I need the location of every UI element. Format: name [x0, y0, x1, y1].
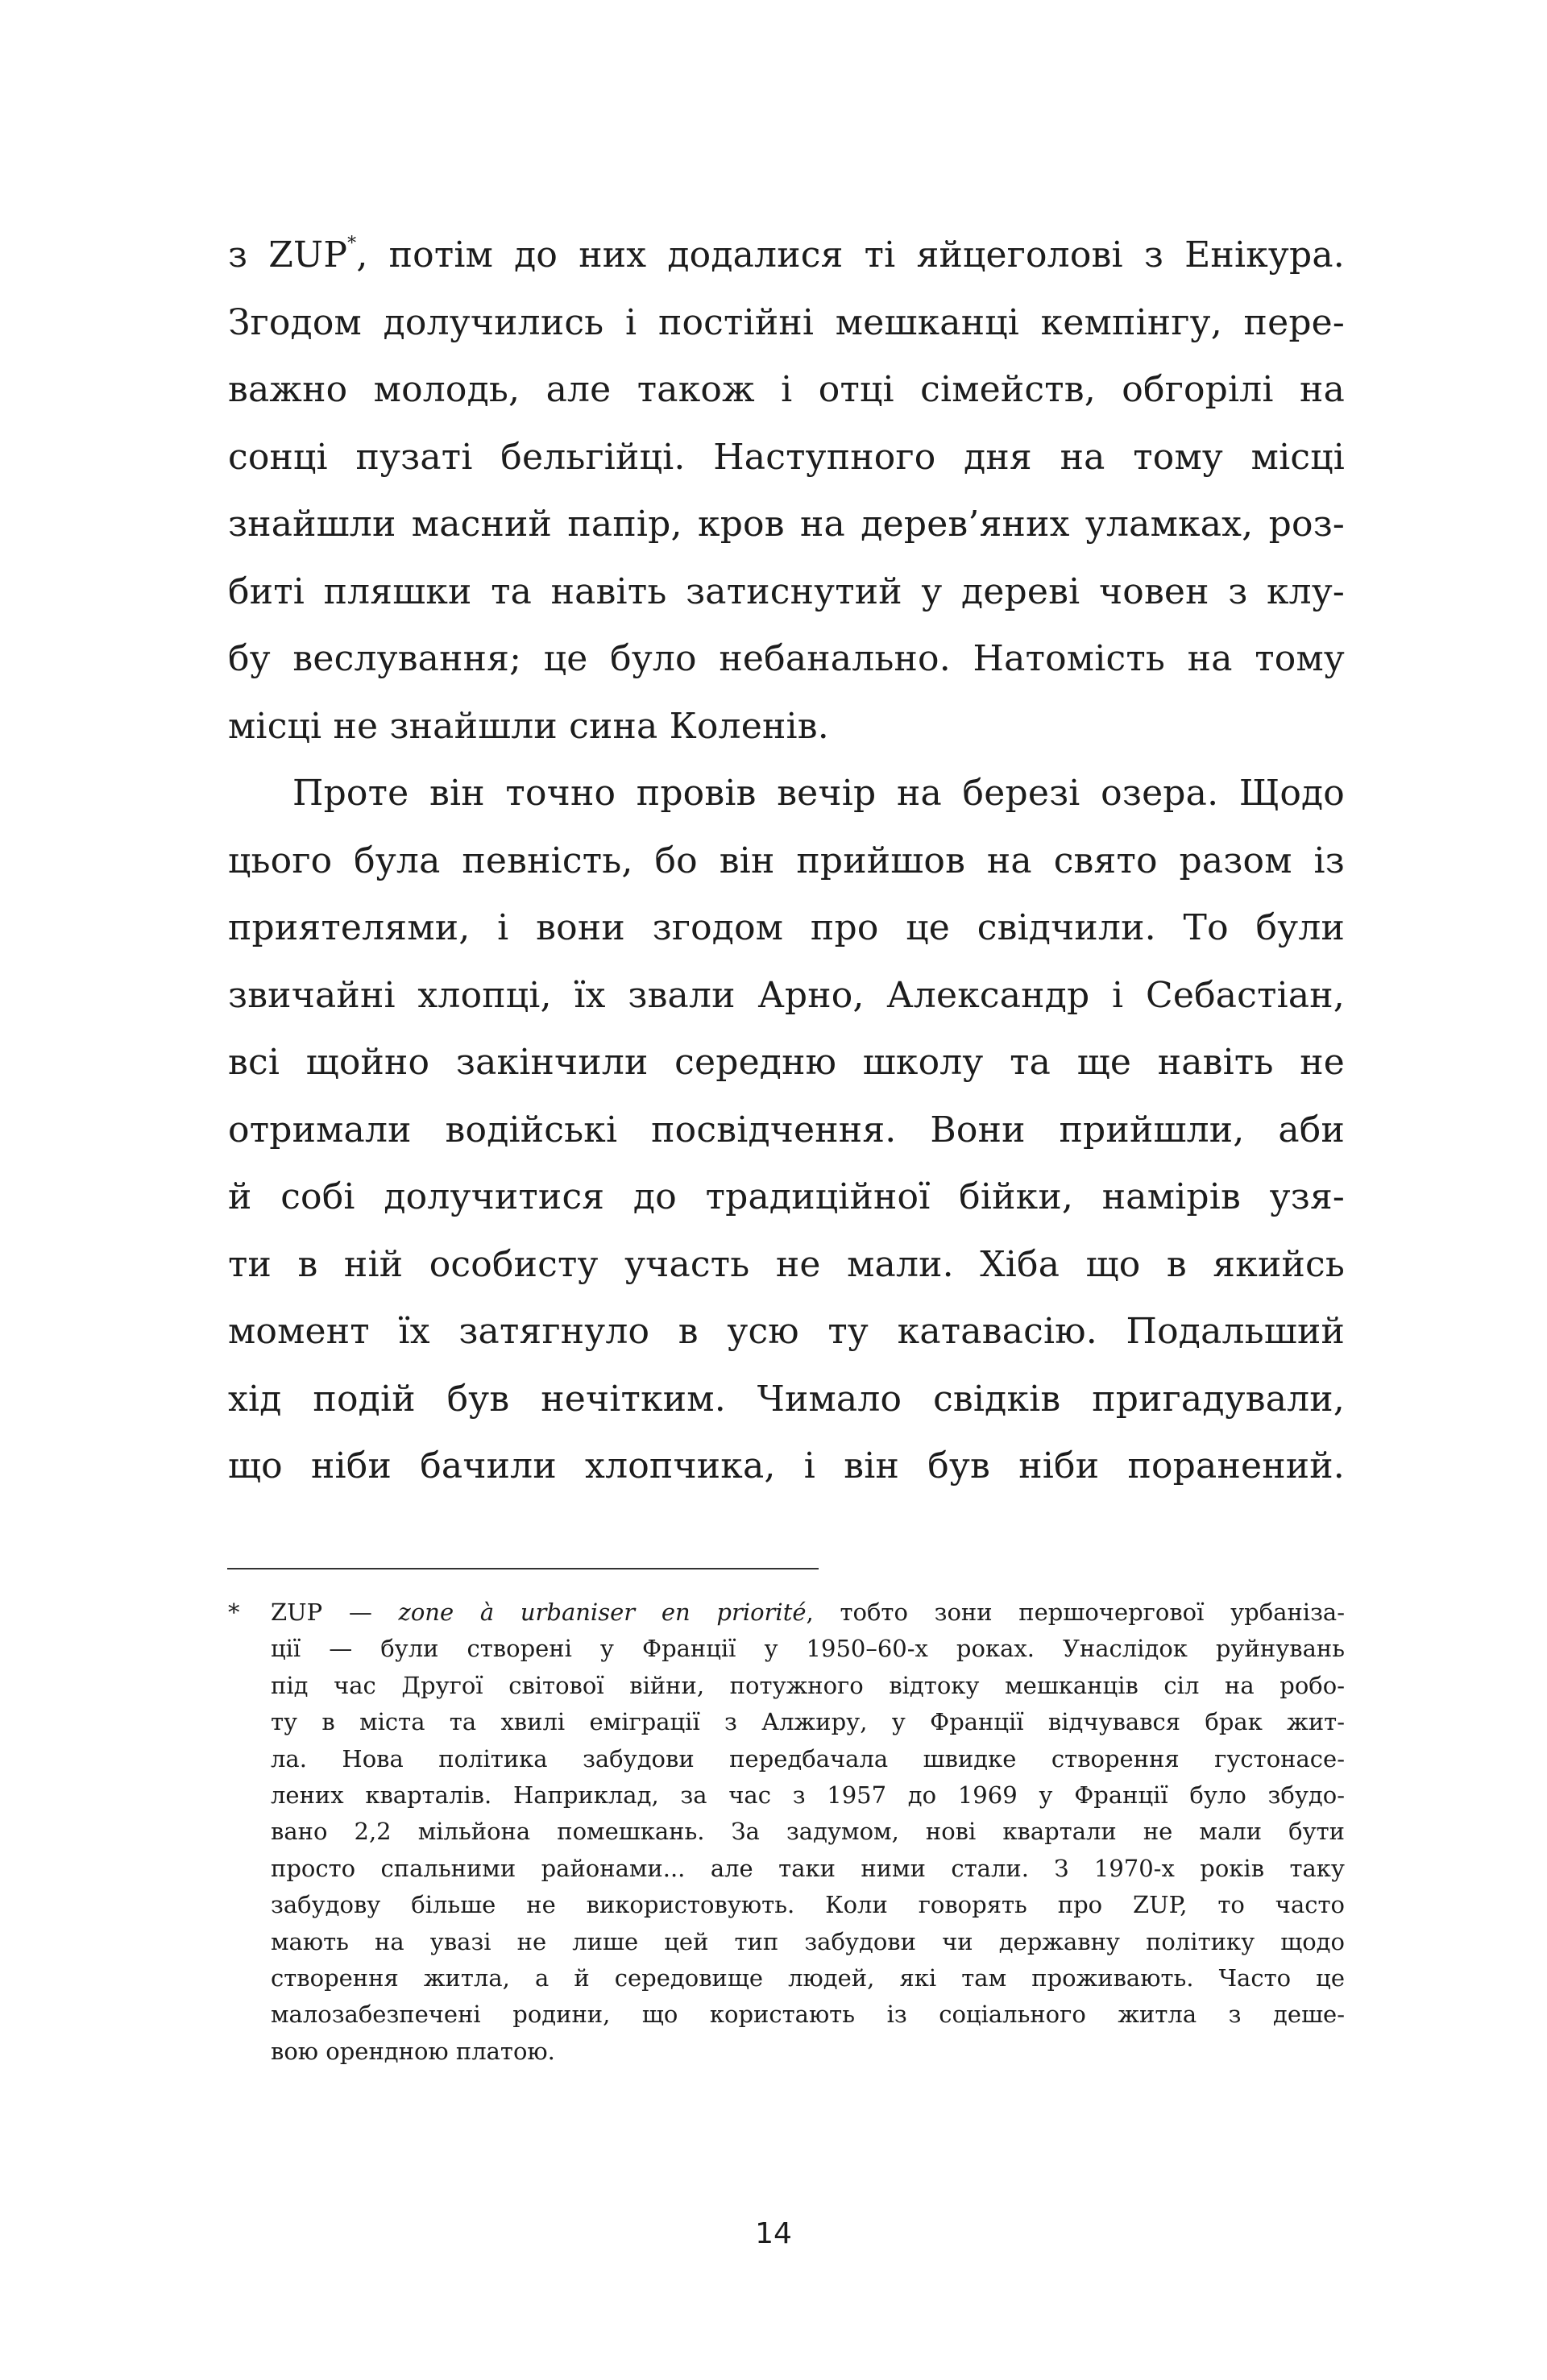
paragraph [228, 222, 1345, 760]
main-text [228, 222, 1345, 1500]
footnote-line: малозабезпечені родини, що користають із соціального житла з деше- [271, 2001, 1345, 2029]
text-line: момент їх затягнуло в усю ту катавасію. Подальший [228, 1311, 1345, 1352]
footnote-line: ZUP — zone à urbaniser en priorité, тобто зони першочергової урбаніза- [271, 1598, 1345, 1626]
text-line: знайшли масний папір, кров на дерев’яних уламках, роз- [228, 504, 1345, 545]
italic-term: zone à urbaniser en priorité [398, 1598, 807, 1626]
footnote-line: ла. Нова політика забудови передбачала швидке створення густонасе- [271, 1744, 1345, 1773]
text-line: Згодом долучились і постійні мешканці кемпінгу, пере- [228, 301, 1345, 343]
footnote [228, 1594, 1345, 2070]
text-line: звичайні хлопці, їх звали Арно, Александр і Себастіан, [228, 974, 1345, 1016]
footnote-reference[interactable]: * [347, 234, 357, 254]
text-line: хід подій був нечітким. Чимало свідків пригадували, [228, 1378, 1345, 1420]
text-line: бу веслування; це було небанально. Натомість на тому [228, 638, 1345, 679]
text-line: биті пляшки та навіть затиснутий у дереві човен з клу- [228, 570, 1345, 612]
footnote-line: ту в міста та хвилі еміграції з Алжиру, у Франції відчувався брак жит- [271, 1708, 1345, 1736]
footnote-line: лених кварталів. Наприклад, за час з 1957 до 1969 у Франції було збудо- [271, 1781, 1345, 1809]
text-line: всі щойно закінчили середню школу та ще навіть не [228, 1042, 1345, 1083]
text-line: отримали водійські посвідчення. Вони прийшли, аби [228, 1109, 1345, 1151]
footnote-line: просто спальними районами... але таки ними стали. З 1970-х років таку [271, 1854, 1345, 1882]
footnote-line: мають на увазі не лише цей тип забудови чи державну політику щодо [271, 1927, 1345, 1955]
footnote-divider [227, 1568, 819, 1569]
footnote-line: під час Другої світової війни, потужного відтоку мешканців сіл на робо- [271, 1671, 1345, 1699]
text-line: місці не знайшли сина Коленів. [228, 705, 829, 747]
text-line: з ZUP*, потім до них додалися ті яйцеголові з Енікура. [228, 234, 1345, 276]
footnote-line: створення житла, а й середовище людей, які там проживають. Часто це [271, 1963, 1345, 1992]
footnote-marker: * [228, 1598, 240, 1626]
footnote-line: забудову більше не використовують. Коли говорять про ZUP, то часто [271, 1891, 1345, 1919]
footnote-text [271, 1594, 1345, 2070]
text-line: сонці пузаті бельгійці. Наступного дня на тому місці [228, 436, 1345, 478]
text-line: що ніби бачили хлопчика, і він був ніби поранений. [228, 1445, 1345, 1486]
text-line: цього була певність, бо він прийшов на свято разом із [228, 840, 1345, 881]
text-line: ти в ній особисту участь не мали. Хіба що в якийсь [228, 1243, 1345, 1285]
text-line: й собі долучитися до традиційної бійки, намірів узя- [228, 1176, 1345, 1217]
footnote-line: вою орендною платою. [271, 2037, 555, 2065]
text-line: важно молодь, але також і отці сімейств, обгорілі на [228, 369, 1345, 410]
text-line: приятелями, і вони згодом про це свідчили. То були [228, 907, 1345, 948]
page-number: 14 [755, 2217, 792, 2250]
footnote-line: ції — були створені у Франції у 1950–60-х роках. Унаслідок руйнувань [271, 1635, 1345, 1663]
text-line: Проте він точно провів вечір на березі озера. Щодо [292, 773, 1345, 814]
paragraph [228, 760, 1345, 1500]
footnote-line: вано 2,2 мільйона помешкань. За задумом, нові квартали не мали бути [271, 1818, 1345, 1846]
